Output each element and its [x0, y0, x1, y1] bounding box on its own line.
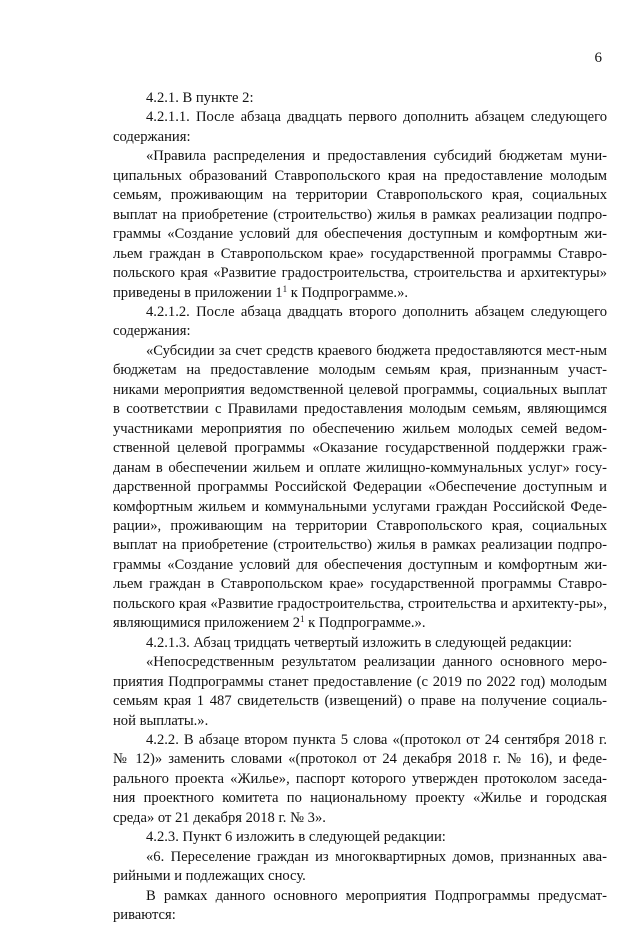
paragraph-4-2-1-2: 4.2.1.2. После абзаца двадцать второго дополнить абзацем следующего содержания:: [113, 303, 607, 340]
paragraph-4-2-1-3: 4.2.1.3. Абзац тридцать четвертый изложить в следующей редакции:: [146, 634, 573, 651]
paragraph-subsidies-regional-budget: [113, 342, 607, 634]
paragraph-resettlement: «6. Переселение граждан из многоквартирных домов, признанных ава-рийными и подлежащих сносу.: [113, 848, 607, 885]
paragraph-4-2-3: 4.2.3. Пункт 6 изложить в следующей редакции:: [146, 829, 446, 846]
paragraph-rules-subsidies: [113, 147, 607, 303]
paragraph-rules-tail: к Подпрограмме.».: [287, 284, 409, 301]
paragraph-within-main-activity: В рамках данного основного мероприятия Подпрограммы предусмат-риваются:: [113, 887, 607, 924]
appendix-2-superscript: 1: [300, 614, 305, 625]
paragraph-subsidies-tail: к Подпрограмме.».: [304, 615, 426, 632]
paragraph-direct-result: «Непосредственным результатом реализации данного основного меро-приятия Подпрограммы станет предоставление (с 2019 по 2022 год) молодым семьям края 1 487 свидетельств (извещений) о праве на получение социаль-ной выплаты.».: [113, 654, 607, 729]
paragraph-4-2-1: 4.2.1. В пункте 2:: [146, 90, 254, 106]
paragraph-4-2-1-1: 4.2.1.1. После абзаца двадцать первого дополнить абзацем следующего содержания:: [113, 109, 607, 145]
paragraph-rules-text: «Правила распределения и предоставления субсидий бюджетам муни-ципальных образований Ставропольского края на предоставление молодым семьям, проживающим на территории Ставропольского края, социальных выплат на приобретение (строительство) жилья в рамках реализации подпро-граммы «Создание условий для обеспечения доступным и комфортным жи-льем граждан в Ставропольском крае» государственной программы Ставро-польского края «Развитие градостроительства, строительства и архитектуры» приведены в приложении 1: [113, 148, 607, 301]
paragraph-subsidies-text: «Субсидии за счет средств краевого бюджета предоставляются мест-ным бюджетам на предоставление молодым семьям края, признанным участ-никами мероприятия ведомственной целевой программы, социальных выплат в соответствии с Правилами предоставления молодым семьям, являющимся участниками мероприятия по обеспечению жильем молодых семей ведом-ственной целевой программы «Оказание государственной поддержки граж-данам в обеспечении жильем и оплате жилищно-коммунальных услуг» госу-дарственной программы Российской Федерации «Обеспечение доступным и комфортным жильем и коммунальными услугами граждан Российской Феде-рации», проживающим на территории Ставропольского края, социальных выплат на приобретение (строительство) жилья в рамках реализации подпро-граммы «Создание условий для обеспечения доступным и комфортным жи-льем граждан в Ставропольском крае» государственной программы Ставро-польского края «Развитие градостроительства, строительства и архитекту-ры», являющимися приложением 2: [113, 342, 607, 632]
appendix-1-superscript: 1: [282, 283, 288, 294]
page-number: 6: [594, 50, 602, 66]
paragraph-4-2-2: 4.2.2. В абзаце втором пункта 5 слова «(протокол от 24 сентября 2018 г. № 12)» заменить словами «(протокол от 24 декабря 2018 г. № 16), и феде-рального проекта «Жилье», паспорт которого утвержден протоколом заседа-ния проектного комитета по национальному проекту «Жилье и городская среда» от 21 декабря 2018 г. № 3».: [113, 731, 607, 826]
document-body: [113, 89, 607, 925]
